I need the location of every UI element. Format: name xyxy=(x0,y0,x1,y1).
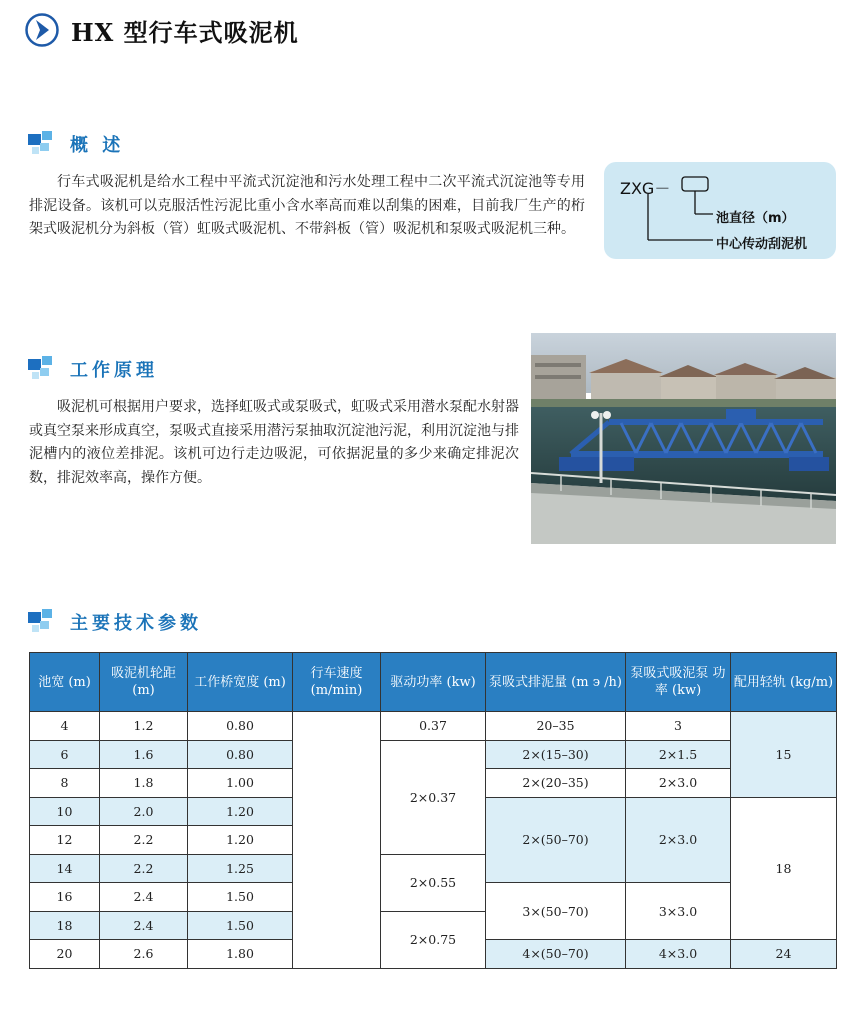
cell-width: 20 xyxy=(30,940,100,969)
params-heading-row xyxy=(28,609,202,635)
principle-heading-row xyxy=(28,356,158,382)
cell-pump: 2×1.5 xyxy=(626,740,731,769)
cell-bridge: 0.80 xyxy=(188,740,293,769)
overview-heading: 概 述 xyxy=(70,135,125,156)
cell-wheelbase: 2.6 xyxy=(100,940,188,969)
cell-flow: 2×(50–70) xyxy=(486,797,626,883)
section-squares-icon xyxy=(28,609,56,635)
cell-bridge: 1.25 xyxy=(188,854,293,883)
cell-bridge: 0.80 xyxy=(188,712,293,741)
cell-bridge: 1.00 xyxy=(188,769,293,798)
cell-pump: 3 xyxy=(626,712,731,741)
cell-power: 2×0.37 xyxy=(381,740,486,854)
cell-flow: 2×(20–35) xyxy=(486,769,626,798)
header-bridge-width: 工作桥宽度 (m) xyxy=(188,653,293,712)
cell-wheelbase: 1.2 xyxy=(100,712,188,741)
header-speed: 行车速度 (m/min) xyxy=(293,653,381,712)
principle-heading: 工作原理 xyxy=(70,360,158,381)
header-drive-power: 驱动功率 (kw) xyxy=(381,653,486,712)
cell-rail: 24 xyxy=(731,940,837,969)
page-title: HX 型行车式吸泥机 xyxy=(71,17,299,47)
cell-flow: 20–35 xyxy=(486,712,626,741)
cell-speed xyxy=(293,712,381,969)
title-row xyxy=(25,10,299,50)
cell-width: 12 xyxy=(30,826,100,855)
table-row xyxy=(30,740,837,769)
table-header-row xyxy=(30,653,837,712)
cell-width: 16 xyxy=(30,883,100,912)
model-label-type: 中心传动刮泥机 xyxy=(716,237,808,252)
cell-bridge: 1.20 xyxy=(188,797,293,826)
cell-rail: 15 xyxy=(731,712,837,798)
cell-pump: 2×3.0 xyxy=(626,797,731,883)
cell-flow: 4×(50–70) xyxy=(486,940,626,969)
cell-power: 2×0.55 xyxy=(381,854,486,911)
model-label-diameter: 池直径（m） xyxy=(716,211,795,226)
header-pool-width: 池宽 (m) xyxy=(30,653,100,712)
cell-flow: 3×(50–70) xyxy=(486,883,626,940)
spec-table xyxy=(29,652,837,969)
header-rail: 配用轻轨 (kg/m) xyxy=(731,653,837,712)
cell-bridge: 1.20 xyxy=(188,826,293,855)
cell-width: 18 xyxy=(30,911,100,940)
cell-pump: 4×3.0 xyxy=(626,940,731,969)
cell-wheelbase: 1.8 xyxy=(100,769,188,798)
cell-wheelbase: 2.4 xyxy=(100,911,188,940)
cell-bridge: 1.80 xyxy=(188,940,293,969)
section-squares-icon xyxy=(28,131,56,157)
cell-wheelbase: 1.6 xyxy=(100,740,188,769)
principle-paragraph: 吸泥机可根据用户要求，选择虹吸式或泵吸式，虹吸式采用潜水泵配水射器或真空泵来形成真空，泵吸式直接采用潜污泵抽取沉淀池污泥，利用沉淀池与排泥槽内的液位差排泥。该机可边行走边吸泥，可依据泥量的多少来确定排泥次数，排泥效率高，操作方便。 xyxy=(29,399,519,486)
cell-power: 2×0.75 xyxy=(381,911,486,968)
model-designation-box xyxy=(604,162,836,259)
cell-wheelbase: 2.4 xyxy=(100,883,188,912)
cell-wheelbase: 2.0 xyxy=(100,797,188,826)
cell-width: 6 xyxy=(30,740,100,769)
header-wheelbase: 吸泥机轮距 (m) xyxy=(100,653,188,712)
cell-pump: 2×3.0 xyxy=(626,769,731,798)
params-heading: 主要技术参数 xyxy=(70,613,202,634)
section-squares-icon xyxy=(28,356,56,382)
overview-paragraph: 行车式吸泥机是给水工程中平流式沉淀池和污水处理工程中二次平流式沉淀池等专用排泥设备。该机可以克服活性污泥比重小含水率高而难以刮集的困难，目前我厂生产的桁架式吸泥机分为斜板（管）虹吸式吸泥机、不带斜板（管）吸泥机和泵吸式吸泥机三种。 xyxy=(29,174,585,237)
cell-bridge: 1.50 xyxy=(188,911,293,940)
cell-rail: 18 xyxy=(731,797,837,940)
cell-width: 8 xyxy=(30,769,100,798)
model-prefix: ZXG－ xyxy=(620,179,671,198)
cell-width: 4 xyxy=(30,712,100,741)
header-pump-power: 泵吸式吸泥泵 功率 (kw) xyxy=(626,653,731,712)
cell-width: 14 xyxy=(30,854,100,883)
machine-photo xyxy=(531,333,836,544)
table-row xyxy=(30,712,837,741)
arrow-logo-icon xyxy=(25,13,59,47)
overview-heading-row xyxy=(28,131,124,157)
cell-pump: 3×3.0 xyxy=(626,883,731,940)
cell-bridge: 1.50 xyxy=(188,883,293,912)
cell-flow: 2×(15–30) xyxy=(486,740,626,769)
cell-power: 0.37 xyxy=(381,712,486,741)
cell-wheelbase: 2.2 xyxy=(100,854,188,883)
header-pump-flow: 泵吸式排泥量 (m э /h) xyxy=(486,653,626,712)
cell-wheelbase: 2.2 xyxy=(100,826,188,855)
cell-width: 10 xyxy=(30,797,100,826)
